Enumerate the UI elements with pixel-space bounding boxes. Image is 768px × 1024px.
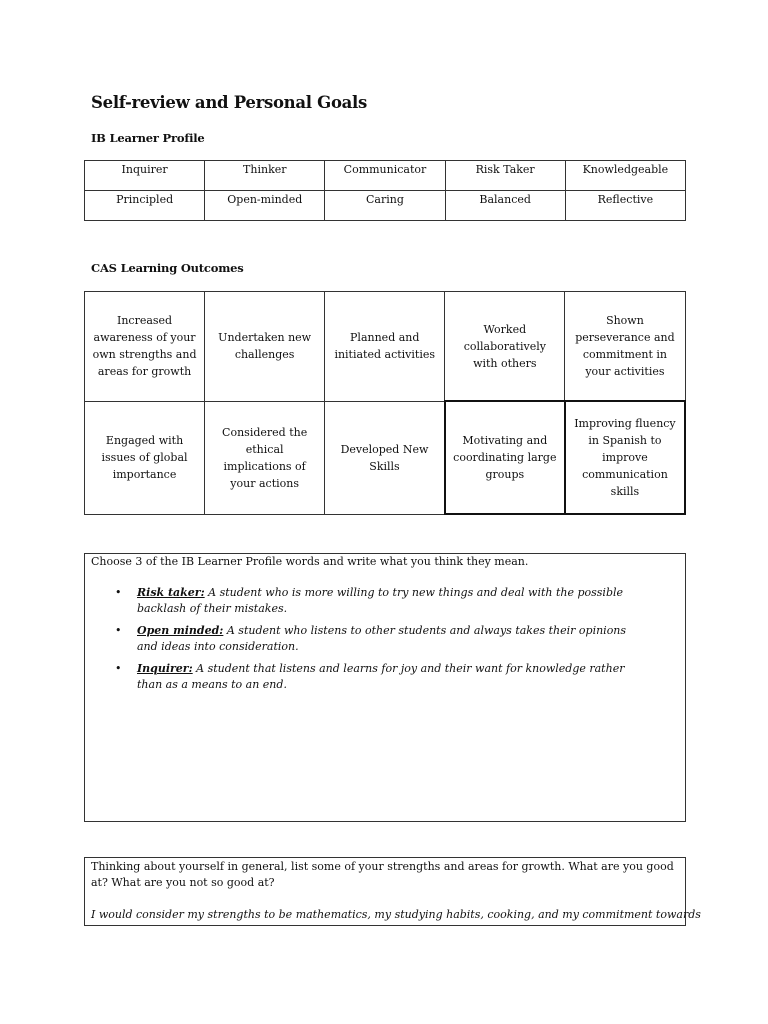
- page-title: Self-review and Personal Goals: [91, 93, 367, 112]
- learner-profile-response-box: [84, 553, 686, 822]
- table-cell: Undertaken new challenges: [205, 292, 325, 402]
- bullet-icon: •: [115, 624, 122, 637]
- table-cell: Thinker: [205, 161, 325, 191]
- table-cell: Considered the ethical implications of your actions: [205, 401, 325, 514]
- table-cell: Worked collaboratively with others: [445, 292, 565, 402]
- profile-definition: A student that listens and learns for joy and their want for knowledge rather than as a means to an end.: [137, 662, 625, 691]
- bullet-icon: •: [115, 662, 122, 675]
- table-cell: Risk Taker: [445, 161, 565, 191]
- learner-profile-list: [85, 585, 627, 699]
- table-cell: Inquirer: [85, 161, 205, 191]
- table-cell: Caring: [325, 191, 445, 221]
- strengths-response-box: [84, 857, 701, 926]
- learner-profile-prompt: Choose 3 of the IB Learner Profile words and write what you think they mean.: [91, 555, 529, 568]
- table-cell: Shown perseverance and commitment in your activities: [565, 292, 685, 402]
- table-cell: Engaged with issues of global importance: [85, 401, 205, 514]
- table-row: [85, 401, 686, 514]
- profile-term: Risk taker:: [137, 586, 205, 599]
- table-cell: Open-minded: [205, 191, 325, 221]
- table-cell: Balanced: [445, 191, 565, 221]
- table-row: [85, 161, 686, 191]
- list-item: [115, 661, 627, 693]
- table-cell: Communicator: [325, 161, 445, 191]
- learner-profile-heading: IB Learner Profile: [91, 131, 205, 145]
- cas-outcomes-heading: CAS Learning Outcomes: [91, 261, 244, 275]
- learner-profile-table: [84, 160, 686, 221]
- profile-term: Inquirer:: [137, 662, 193, 675]
- table-row: [85, 191, 686, 221]
- table-cell: Developed New Skills: [325, 401, 445, 514]
- bullet-icon: •: [115, 586, 122, 599]
- profile-term: Open minded:: [137, 624, 224, 637]
- cas-outcomes-table: [84, 291, 686, 515]
- table-cell: Reflective: [565, 191, 685, 221]
- profile-definition: A student who is more willing to try new things and deal with the possible backlash of their mistakes.: [137, 586, 624, 615]
- table-cell: Increased awareness of your own strengths and areas for growth: [85, 292, 205, 402]
- table-cell: Principled: [85, 191, 205, 221]
- list-item: [115, 585, 627, 617]
- table-row: [85, 292, 686, 402]
- list-item: [115, 623, 627, 655]
- table-cell-highlighted: Motivating and coordinating large groups: [445, 401, 565, 514]
- table-cell-highlighted: Improving fluency in Spanish to improve communication skills: [565, 401, 685, 514]
- table-cell: Planned and initiated activities: [325, 292, 445, 402]
- strengths-prompt: Thinking about yourself in general, list some of your strengths and areas for growth. What are you good at? What are you not so good at?: [91, 860, 674, 889]
- table-cell: Knowledgeable: [565, 161, 685, 191]
- profile-definition: A student who listens to other students and always takes their opinions and ideas into consideration.: [137, 624, 627, 653]
- strengths-answer: I would consider my strengths to be mathematics, my studying habits, cooking, and my commitment towards: [91, 908, 701, 921]
